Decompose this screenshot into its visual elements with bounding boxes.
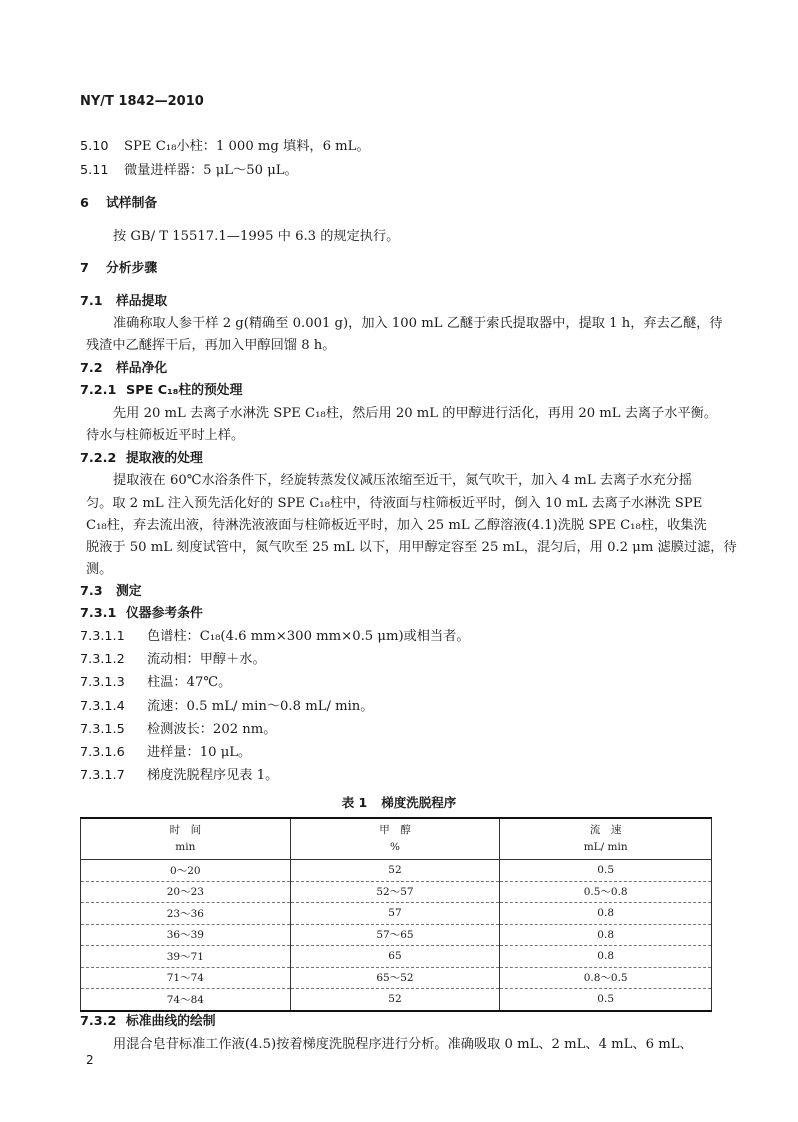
section-7-2-1-heading: 7.2.1 SPE C₁₈柱的预处理 [80,383,243,398]
gradient-table [80,817,712,1012]
table-row [81,881,712,903]
condition-item [80,650,266,669]
table-cell: 0.8 [500,946,712,968]
section-6-heading: 6 试样制备 [80,196,158,211]
table-cell: 0.5～0.8 [500,881,712,903]
table-cell: 0.5 [500,989,712,1011]
header-methanol: 甲 醇 % [290,818,500,860]
condition-text: 梯度洗脱程序见表 1。 [147,768,279,784]
condition-number: 7.3.1.3 [80,675,125,691]
section-7-1-line-2: 残渣中乙醚挥干后，再加入甲醇回馏 8 h。 [86,338,336,353]
table-row [81,924,712,946]
condition-number: 7.3.1.1 [80,629,125,644]
condition-text: 柱温：47℃。 [147,675,232,691]
section-7-3-2-heading: 7.3.2 标准曲线的绘制 [80,1014,216,1029]
condition-number: 7.3.1.5 [80,721,125,737]
condition-number: 7.3.1.2 [80,652,125,668]
header-time: 时 间 min [81,818,291,860]
section-7-heading: 7 分析步骤 [80,261,158,276]
section-7-2-heading: 7.2 样品净化 [80,361,168,376]
table-cell: 0～20 [81,860,291,882]
condition-item [80,697,374,716]
header-flow-rate: 流 速 mL/ min [500,818,712,860]
page-number: 2 [86,1053,94,1067]
condition-item [80,743,251,762]
section-7-2-1-line-1: 先用 20 mL 去离子水淋洗 SPE C₁₈柱，然后用 20 mL 的甲醇进行活化，再用 20 mL 去离子水平衡。 [113,406,718,421]
table-cell: 52 [290,989,500,1011]
condition-text: 色谱柱：C₁₈(4.6 mm×300 mm×0.5 μm)或相当者。 [147,629,470,644]
table-row [81,860,712,882]
table-cell: 36～39 [81,924,291,946]
section-7-1-line-1: 准确称取人参干样 2 g(精确至 0.001 g)，加入 100 mL 乙醚于索氏提取器中，提取 1 h，弃去乙醚，待 [113,316,723,331]
table-cell: 20～23 [81,881,291,903]
section-7-1-heading: 7.1 样品提取 [80,294,168,309]
item-5-10: 5.10 SPE C₁₈小柱：1 000 mg 填料，6 mL。 [80,139,370,154]
section-7-2-1-line-2: 待水与柱筛板近平时上样。 [86,428,245,443]
table-cell: 57～65 [290,924,500,946]
table-cell: 23～36 [81,903,291,925]
table-cell: 65～52 [290,967,500,989]
section-7-2-2-line-5: 测。 [86,562,113,577]
section-7-2-2-line-1: 提取液在 60℃水浴条件下，经旋转蒸发仪减压浓缩至近干，氮气吹干，加入 4 mL 去离子水充分摇 [113,473,693,488]
table-cell: 0.8～0.5 [500,967,712,989]
table-cell: 74～84 [81,989,291,1011]
table-row [81,903,712,925]
table-cell: 57 [290,903,500,925]
table-caption: 表 1 梯度洗脱程序 [341,795,457,810]
condition-item [80,720,277,739]
table-row [81,967,712,989]
condition-item [80,627,470,646]
table-cell: 71～74 [81,967,291,989]
table-row [81,946,712,968]
table-cell: 52～57 [290,881,500,903]
section-7-2-2-line-4: 脱液于 50 mL 刻度试管中，氮气吹至 25 mL 以下，用甲醇定容至 25 mL，混匀后，用 0.2 μm 滤膜过滤，待 [86,540,737,555]
section-7-2-2-line-3: C₁₈柱，弃去流出液，待淋洗液液面与柱筛板近平时，加入 25 mL 乙醇溶液(4.1)洗脱 SPE C₁₈柱，收集洗 [86,518,707,533]
condition-item [80,766,278,785]
table-cell: 0.5 [500,860,712,882]
section-7-2-2-line-2: 匀。取 2 mL 注入预先活化好的 SPE C₁₈柱中，待液面与柱筛板近平时，倒入 10 mL 去离子水淋洗 SPE [86,496,703,511]
section-7-3-1-heading: 7.3.1 仪器参考条件 [80,606,203,621]
standard-code: NY/T 1842—2010 [80,94,204,109]
table-cell: 0.8 [500,903,712,925]
table-cell: 52 [290,860,500,882]
table-cell: 39～71 [81,946,291,968]
condition-text: 检测波长：202 nm。 [147,721,277,737]
section-7-3-2-line-1: 用混合皂苷标准工作液(4.5)按着梯度洗脱程序进行分析。准确吸取 0 mL、2 mL、4 mL、6 mL、 [113,1037,693,1052]
condition-text: 进样量：10 μL。 [147,745,252,760]
item-5-11: 5.11 微量进样器：5 μL～50 μL。 [80,163,298,178]
table-cell: 0.8 [500,924,712,946]
table-header-row [81,818,712,860]
table-cell: 65 [290,946,500,968]
condition-number: 7.3.1.6 [80,745,125,760]
condition-item [80,673,231,692]
table-row [81,989,712,1011]
condition-number: 7.3.1.4 [80,698,125,714]
condition-number: 7.3.1.7 [80,768,125,784]
condition-text: 流动相：甲醇＋水。 [147,652,266,668]
section-6-body: 按 GB/ T 15517.1—1995 中 6.3 的规定执行。 [113,229,400,244]
section-7-2-2-heading: 7.2.2 提取液的处理 [80,451,203,466]
section-7-3-heading: 7.3 测定 [80,584,142,599]
condition-text: 流速：0.5 mL/ min～0.8 mL/ min。 [147,698,374,714]
